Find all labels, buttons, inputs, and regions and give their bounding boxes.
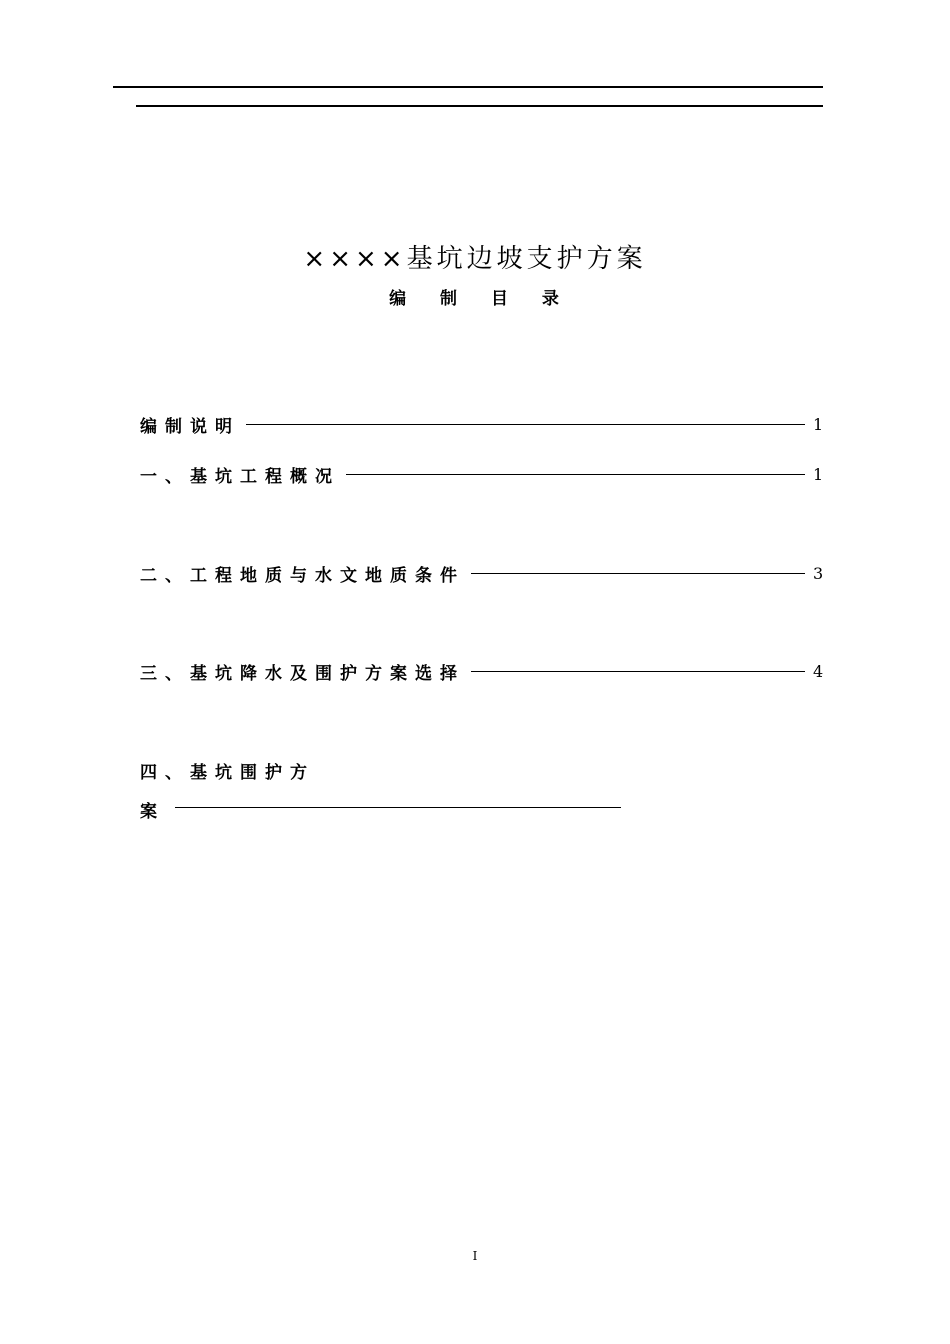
- toc-entry-label: 二、工程地质与水文地质条件: [140, 565, 465, 586]
- toc-leader: [246, 424, 805, 425]
- document-subtitle: 编 制 目 录: [389, 289, 561, 309]
- toc-leader: [471, 671, 805, 672]
- document-title: ××××基坑边坡支护方案: [303, 244, 647, 274]
- toc-leader: [175, 807, 621, 808]
- toc-entry[interactable]: [140, 658, 823, 684]
- toc-entry-label: 编制说明: [140, 416, 240, 437]
- toc-entry-label: 四、基坑围护方: [140, 762, 315, 783]
- toc-page-number: 1: [813, 464, 824, 484]
- toc-entry[interactable]: [140, 757, 823, 783]
- toc-entry[interactable]: [140, 411, 823, 437]
- toc-entry-continuation: 案: [140, 802, 157, 822]
- header-rule-bottom: [136, 105, 823, 107]
- toc-entry[interactable]: [140, 461, 823, 487]
- page-number: I: [472, 1249, 478, 1263]
- toc-page-number: 1: [813, 414, 824, 434]
- toc-entry-label: 一、基坑工程概况: [140, 466, 340, 487]
- toc-page-number: 4: [813, 661, 824, 681]
- header-rule-top: [113, 86, 823, 88]
- toc-leader: [346, 474, 805, 475]
- toc-leader: [471, 573, 805, 574]
- toc-entry[interactable]: [140, 560, 823, 586]
- toc-page-number: 3: [813, 563, 824, 583]
- toc-entry-label: 三、基坑降水及围护方案选择: [140, 663, 465, 684]
